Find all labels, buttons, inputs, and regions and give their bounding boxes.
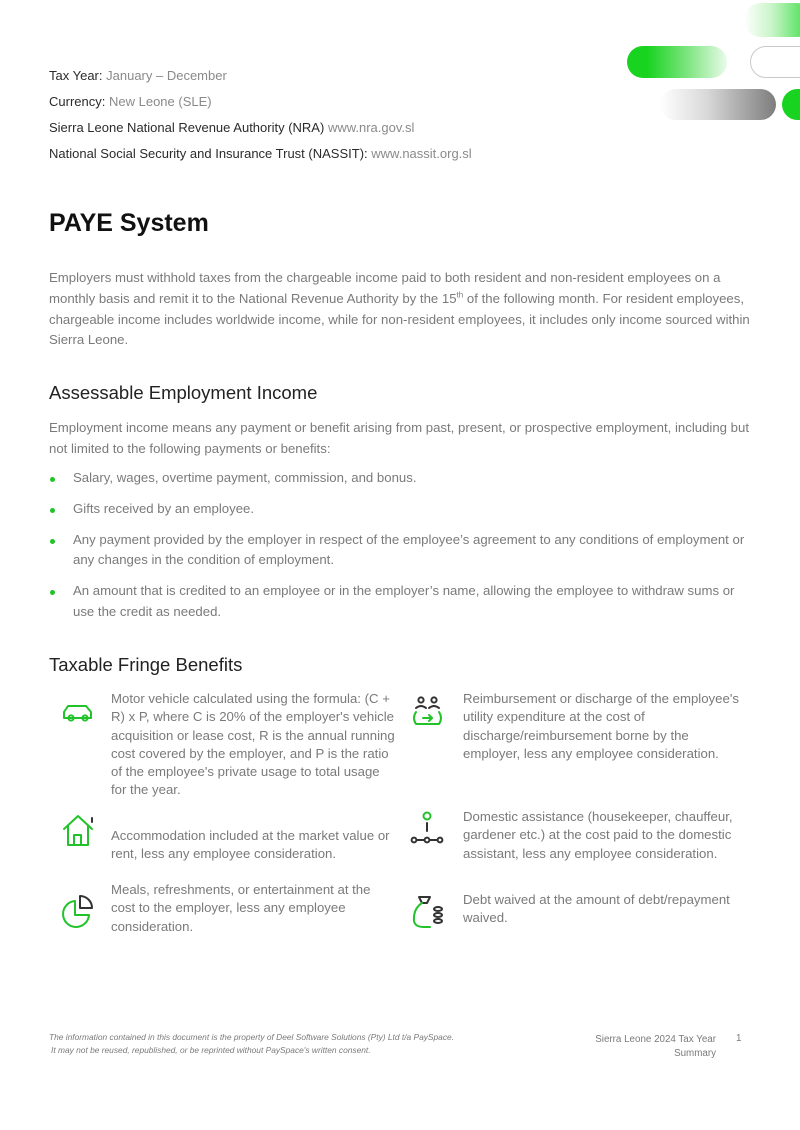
money-bag-icon xyxy=(410,893,446,929)
assessable-heading: Assessable Employment Income xyxy=(49,382,318,403)
pie-chart-icon xyxy=(60,893,96,929)
footer-doc-title-line1: Sierra Leone 2024 Tax Year xyxy=(595,1034,716,1045)
benefit-motor-vehicle: Motor vehicle calculated using the formula: (C + R) x P, where C is 20% of the employer's vehicle acquisition or lease cost, R is the annual running cost covered by the employer, and P is the ratio of the employee's private usage to total usage for the year. xyxy=(111,691,395,798)
nra-link[interactable]: www.nra.gov.sl xyxy=(327,120,415,135)
paye-text-part2: of the following month. For resident employees, chargeable income includes worldwide income, while for non-resident employees, it includes only income sourced within Sierra Leone. xyxy=(49,290,750,348)
nassit-label: National Social Security and Insurance Trust (NASSIT): xyxy=(49,146,368,161)
tax-year-line xyxy=(49,68,227,83)
car-icon xyxy=(60,694,96,730)
house-icon xyxy=(60,812,96,848)
currency-label: Currency: xyxy=(49,94,106,109)
benefit-debt-waived: Debt waived at the amount of debt/repayment waived. xyxy=(463,892,730,926)
list-item: Any payment provided by the employer in respect of the employee’s agreement to any conditions of employment or any changes in the condition of employment. xyxy=(49,530,759,572)
decor-pill-top xyxy=(744,3,800,37)
benefit-meals: Meals, refreshments, or entertainment at the cost to the employer, less any employee consideration. xyxy=(111,882,371,934)
decor-pill-green-small xyxy=(782,89,800,120)
list-item: An amount that is credited to an employee or in the employer’s name, allowing the employee to withdraw sums or use the credit as needed. xyxy=(49,581,759,623)
decor-pill-outline xyxy=(750,46,800,78)
footer-doc-title xyxy=(560,1033,716,1061)
benefit-domestic-assistance: Domestic assistance (housekeeper, chauffeur, gardener etc.) at the cost paid to the domestic assistant, less any employee consideration. xyxy=(463,809,733,861)
nra-label: Sierra Leone National Revenue Authority (NRA) xyxy=(49,120,325,135)
benefit-utility-reimbursement: Reimbursement or discharge of the employee's utility expenditure at the cost of discharge/reimbursement borne by the employer, less any employee consideration. xyxy=(463,691,739,761)
nassit-line xyxy=(49,146,472,161)
tax-year-value: January – December xyxy=(106,68,227,83)
footer-disclaimer xyxy=(49,1031,454,1057)
nra-line xyxy=(49,120,414,135)
decor-pill-green xyxy=(627,46,727,78)
page-number: 1 xyxy=(736,1033,742,1044)
list-item: Salary, wages, overtime payment, commission, and bonus. xyxy=(49,468,759,489)
paye-superscript: th xyxy=(456,290,464,300)
currency-line xyxy=(49,94,212,109)
footer-disclaimer-line2: It may not be reused, republished, or be reprinted without PaySpace's written consent. xyxy=(51,1045,371,1055)
footer-doc-title-line2: Summary xyxy=(674,1048,716,1059)
paye-paragraph xyxy=(49,268,759,351)
assessable-intro: Employment income means any payment or benefit arising from past, present, or prospective employment, including but not limited to the following payments or benefits: xyxy=(49,420,750,456)
decor-pill-gray xyxy=(660,89,776,120)
tax-year-label: Tax Year: xyxy=(49,68,103,83)
nassit-link[interactable]: www.nassit.org.sl xyxy=(371,146,472,161)
person-network-icon xyxy=(410,810,446,846)
benefit-accommodation: Accommodation included at the market value or rent, less any employee consideration. xyxy=(111,828,390,862)
paye-text-part1: Employers must withhold taxes from the chargeable income paid to both resident and non-resident employees on a monthly basis and remit it to the National Revenue Authority by the 15 xyxy=(49,270,721,306)
list-item: Gifts received by an employee. xyxy=(49,499,759,520)
fringe-heading: Taxable Fringe Benefits xyxy=(49,654,243,675)
footer-disclaimer-line1: The information contained in this document is the property of Deel Software Solutions (Pty) Ltd t/a PaySpace. xyxy=(49,1032,455,1042)
assessable-list xyxy=(49,468,759,623)
reimbursement-icon xyxy=(410,694,446,730)
paye-heading: PAYE System xyxy=(49,209,209,237)
currency-value: New Leone (SLE) xyxy=(108,94,212,109)
